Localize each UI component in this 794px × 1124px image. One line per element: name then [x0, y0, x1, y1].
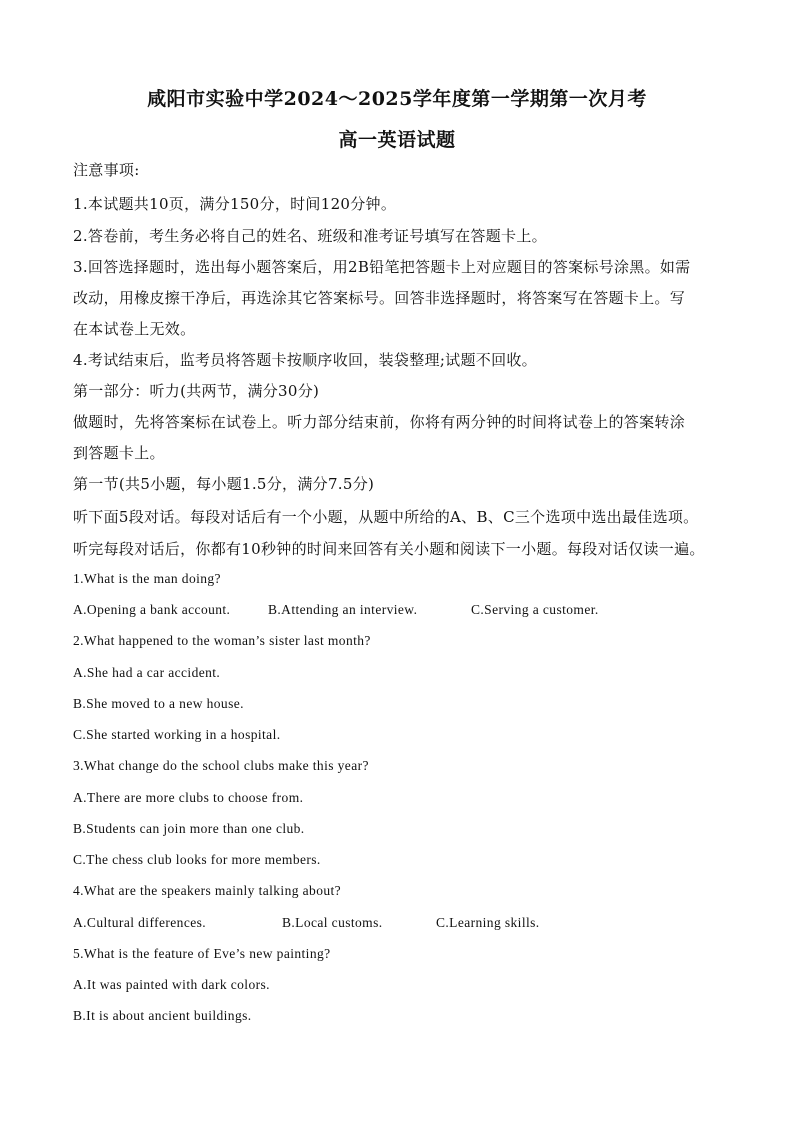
- notice-item-3-line-2: 改动，用橡皮擦干净后，再选涂其它答案标号。回答非选择题时，将答案写在答题卡上。写: [73, 289, 686, 307]
- question-2-option-b[interactable]: B.She moved to a new house.: [73, 696, 244, 711]
- question-4-option-b[interactable]: B.Local customs.: [282, 915, 383, 930]
- notice-item-2: 2.答卷前，考生务必将自己的姓名、班级和准考证号填写在答题卡上。: [73, 227, 547, 245]
- notice-item-3-line-3: 在本试卷上无效。: [73, 320, 196, 338]
- notice-item-1: 1.本试题共10页，满分150分，时间120分钟。: [73, 195, 397, 213]
- question-5-option-a[interactable]: A.It was painted with dark colors.: [73, 977, 270, 992]
- question-2-option-a[interactable]: A.She had a car accident.: [73, 665, 221, 680]
- section1-intro-line-1: 听下面5段对话。每段对话后有一个小题，从题中所给的A、B、C三个选项中选出最佳选项。: [73, 508, 699, 526]
- question-1-stem: 1.What is the man doing?: [73, 571, 221, 586]
- question-1-option-a[interactable]: A.Opening a bank account.: [73, 602, 231, 617]
- question-4-option-c[interactable]: C.Learning skills.: [436, 915, 540, 930]
- section1-heading: 第一节(共5小题，每小题1.5分，满分7.5分): [73, 475, 375, 493]
- question-3-option-b[interactable]: B.Students can join more than one club.: [73, 821, 305, 836]
- question-5-stem: 5.What is the feature of Eve’s new painting?: [73, 946, 331, 961]
- notice-heading: 注意事项:: [73, 161, 140, 179]
- question-2-option-c[interactable]: C.She started working in a hospital.: [73, 727, 281, 742]
- question-2-stem: 2.What happened to the woman’s sister last month?: [73, 633, 371, 648]
- question-3-option-a[interactable]: A.There are more clubs to choose from.: [73, 790, 304, 805]
- notice-item-3-line-1: 3.回答选择题时，选出每小题答案后，用2B铅笔把答题卡上对应题目的答案标号涂黑。如需: [73, 258, 691, 276]
- notice-item-4: 4.考试结束后，监考员将答题卡按顺序收回，装袋整理;试题不回收。: [73, 351, 537, 369]
- exam-subtitle: 高一英语试题: [338, 129, 456, 151]
- exam-title: 咸阳市实验中学2024～2025学年度第一学期第一次月考: [147, 88, 647, 110]
- question-3-option-c[interactable]: C.The chess club looks for more members.: [73, 852, 321, 867]
- section1-intro-line-2: 听完每段对话后，你都有10秒钟的时间来回答有关小题和阅读下一小题。每段对话仅读一遍。: [73, 540, 705, 558]
- part1-intro-line-2: 到答题卡上。: [73, 444, 165, 462]
- question-1-option-b[interactable]: B.Attending an interview.: [268, 602, 418, 617]
- question-4-stem: 4.What are the speakers mainly talking about?: [73, 883, 342, 898]
- question-5-option-b[interactable]: B.It is about ancient buildings.: [73, 1008, 252, 1023]
- question-3-stem: 3.What change do the school clubs make this year?: [73, 758, 369, 773]
- part1-heading: 第一部分：听力(共两节，满分30分): [73, 382, 320, 400]
- question-4-option-a[interactable]: A.Cultural differences.: [73, 915, 207, 930]
- question-1-option-c[interactable]: C.Serving a customer.: [471, 602, 599, 617]
- part1-intro-line-1: 做题时，先将答案标在试卷上。听力部分结束前，你将有两分钟的时间将试卷上的答案转涂: [73, 413, 686, 431]
